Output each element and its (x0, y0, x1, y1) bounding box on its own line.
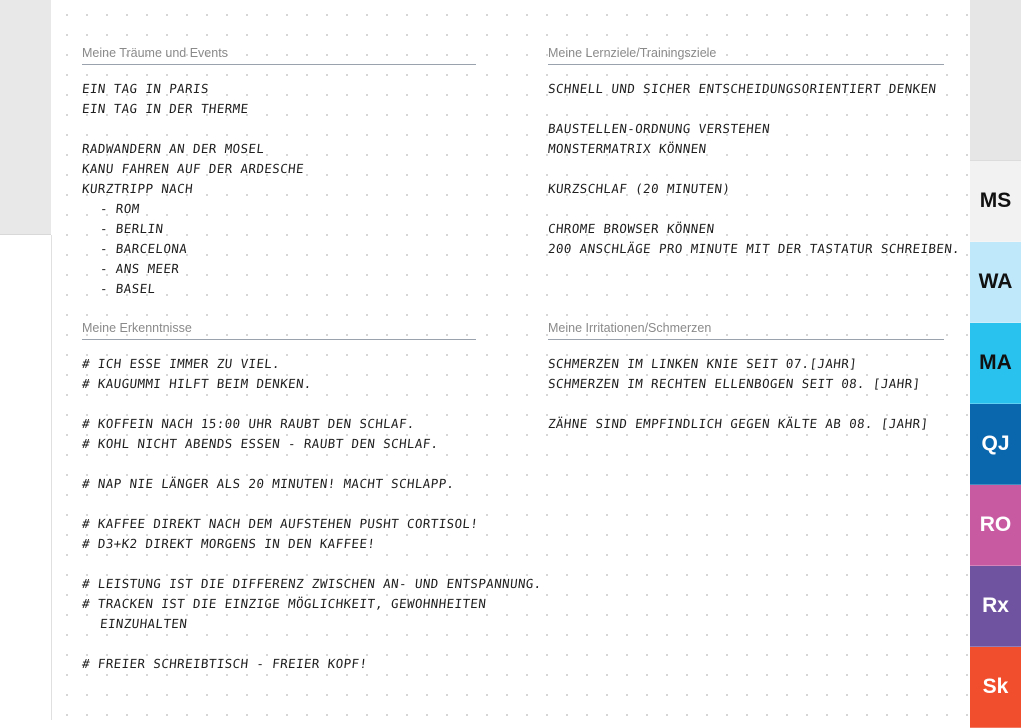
left-panel-top (0, 0, 51, 235)
journal-line: # TRACKEN IST DIE EINZIGE MÖGLICHKEIT, GEWOHNHEITEN (81, 596, 488, 611)
blank-line (547, 99, 945, 119)
journal-line: RADWANDERN AN DER MOSEL (81, 141, 266, 156)
journal-line: - BARCELONA (99, 241, 189, 256)
tab-list (970, 161, 1021, 728)
right-tab-rail (970, 0, 1021, 720)
left-panel-bottom (0, 235, 52, 720)
journal-line: ZÄHNE SIND EMPFINDLICH GEGEN KÄLTE AB 08. [JAHR] (547, 416, 930, 431)
blank-line (81, 119, 477, 139)
blank-line (81, 634, 477, 654)
journal-line: BAUSTELLEN-ORDNUNG VERSTEHEN (547, 121, 771, 136)
tab-sk[interactable]: Sk (970, 647, 1021, 728)
journal-line: - BERLIN (99, 221, 165, 236)
section-irritations (548, 321, 944, 434)
blank-line (547, 199, 945, 219)
rail-top-blank (970, 0, 1021, 161)
journal-line: # FREIER SCHREIBTISCH - FREIER KOPF! (81, 656, 369, 671)
irritations-list (548, 354, 944, 434)
journal-line: EIN TAG IN DER THERME (81, 101, 250, 116)
journal-line: # KOFFEIN NACH 15:00 UHR RAUBT DEN SCHLAF. (81, 416, 416, 431)
journal-line: - ROM (99, 201, 141, 216)
section-title: Meine Träume und Events (82, 46, 476, 65)
section-dreams (82, 46, 476, 299)
journal-line: # KAFFEE DIREKT NACH DEM AUFSTEHEN PUSHT CORTISOL! (81, 516, 480, 531)
journal-line: SCHMERZEN IM RECHTEN ELLENBOGEN SEIT 08. [JAHR] (547, 376, 922, 391)
journal-line: # KAUGUMMI HILFT BEIM DENKEN. (81, 376, 313, 391)
tab-ma[interactable]: MA (970, 323, 1021, 404)
blank-line (81, 394, 477, 414)
section-title: Meine Erkenntnisse (82, 321, 476, 340)
tab-qj[interactable]: QJ (970, 404, 1021, 485)
tab-ro[interactable]: RO (970, 485, 1021, 566)
dreams-list (82, 79, 476, 299)
journal-line: KURZSCHLAF (20 MINUTEN) (547, 181, 732, 196)
goals-list (547, 79, 961, 259)
blank-line (547, 394, 945, 414)
blank-line (81, 494, 477, 514)
journal-line: - BASEL (99, 281, 157, 296)
dotted-journal-page (52, 0, 968, 720)
blank-line (547, 159, 945, 179)
section-insights (81, 321, 543, 674)
blank-line (81, 554, 477, 574)
section-title: Meine Irritationen/Schmerzen (548, 321, 944, 340)
journal-line: - ANS MEER (99, 261, 181, 276)
journal-line: # LEISTUNG IST DIE DIFFERENZ ZWISCHEN AN- UND ENTSPANNUNG. (81, 576, 543, 591)
tab-ms[interactable]: MS (970, 161, 1021, 242)
journal-line: # NAP NIE LÄNGER ALS 20 MINUTEN! MACHT SCHLAPP. (81, 476, 456, 491)
journal-line: KURZTRIPP NACH (81, 181, 194, 196)
tab-rx[interactable]: Rx (970, 566, 1021, 647)
blank-line (81, 454, 477, 474)
section-goals (547, 46, 961, 259)
journal-line: SCHMERZEN IM LINKEN KNIE SEIT 07.[JAHR] (547, 356, 858, 371)
insights-list (81, 354, 543, 674)
journal-line: EINZUHALTEN (99, 616, 189, 631)
journal-line: # ICH ESSE IMMER ZU VIEL. (81, 356, 281, 371)
journal-line: 200 ANSCHLÄGE PRO MINUTE MIT DER TASTATUR SCHREIBEN. (547, 241, 961, 256)
tab-wa[interactable]: WA (970, 242, 1021, 323)
journal-line: MONSTERMATRIX KÖNNEN (547, 141, 708, 156)
journal-line: # KOHL NICHT ABENDS ESSEN - RAUBT DEN SCHLAF. (81, 436, 440, 451)
journal-line: SCHNELL UND SICHER ENTSCHEIDUNGSORIENTIERT DENKEN (547, 81, 938, 96)
journal-line: CHROME BROWSER KÖNNEN (547, 221, 716, 236)
section-title: Meine Lernziele/Trainingsziele (548, 46, 944, 65)
journal-line: KANU FAHREN AUF DER ARDESCHE (81, 161, 305, 176)
journal-line: # D3+K2 DIREKT MORGENS IN DEN KAFFEE! (81, 536, 377, 551)
journal-line: EIN TAG IN PARIS (81, 81, 210, 96)
